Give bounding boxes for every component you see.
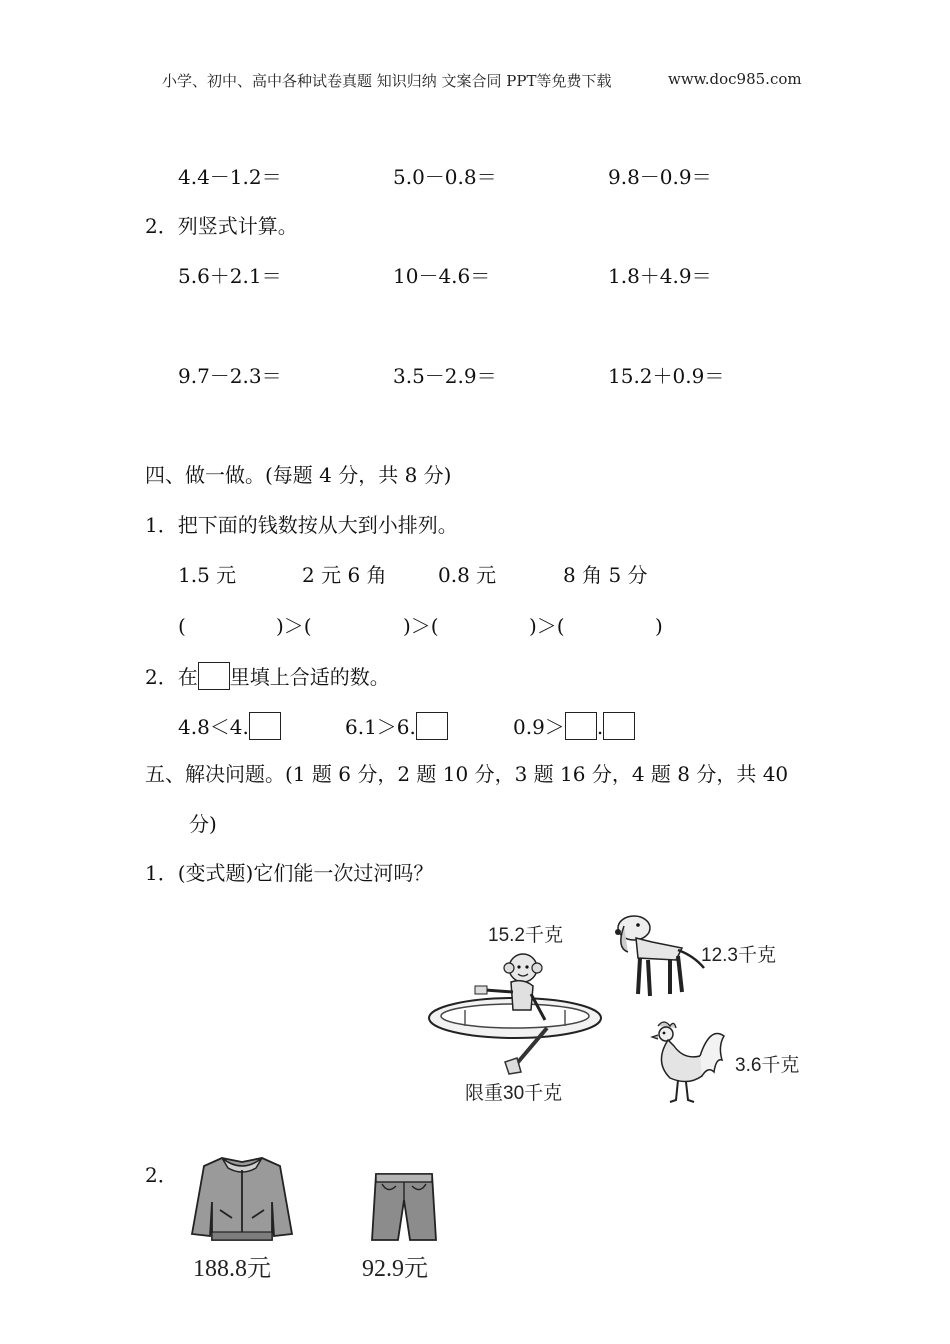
money-item: 8 角 5 分 xyxy=(563,563,648,587)
money-item: 1.5 元 xyxy=(178,563,237,587)
equation: 3.5－2.9＝ xyxy=(393,364,497,388)
question-suffix: 里填上合适的数。 xyxy=(229,665,390,689)
answer-box[interactable] xyxy=(249,712,281,740)
boat-monkey-illustration xyxy=(425,950,605,1075)
question-title: 2．列竖式计算。 xyxy=(145,214,298,238)
question-number: 2． xyxy=(145,1163,178,1187)
equation: 4.4－1.2＝ xyxy=(178,165,282,189)
equation: 5.6＋2.1＝ xyxy=(178,264,282,288)
section-title: 五、解决问题。(1 题 6 分，2 题 10 分，3 题 16 分，4 题 8 分，共 40 xyxy=(145,762,789,786)
equation: 1.8＋4.9＝ xyxy=(608,264,712,288)
section-title: 四、做一做。(每题 4 分，共 8 分) xyxy=(145,463,452,487)
answer-box[interactable] xyxy=(603,712,635,740)
jacket-price: 188.8元 xyxy=(193,1256,271,1282)
money-item: 0.8 元 xyxy=(438,563,497,587)
header-url: www.doc985.com xyxy=(668,70,802,88)
pants-illustration xyxy=(368,1168,440,1244)
question-title xyxy=(145,662,390,690)
section-title-cont: 分) xyxy=(189,812,217,836)
money-item: 2 元 6 角 xyxy=(302,563,387,587)
answer-box[interactable] xyxy=(416,712,448,740)
dog-illustration xyxy=(612,908,712,1003)
equation: 10－4.6＝ xyxy=(393,264,491,288)
equation: 5.0－0.8＝ xyxy=(393,165,497,189)
pants-price: 92.9元 xyxy=(362,1256,428,1282)
order-paren-close: ) xyxy=(655,614,663,638)
boat-limit-label: 限重30千克 xyxy=(465,1083,563,1104)
header-text: 小学、初中、高中各种试卷真题 知识归纳 文案合同 PPT等免费下载 xyxy=(162,72,612,90)
order-compare: )＞( xyxy=(529,614,565,638)
question-title: 1．(变式题)它们能一次过河吗？ xyxy=(145,861,434,885)
fill-item xyxy=(513,712,635,740)
fill-item xyxy=(345,712,448,740)
fill-expression: 0.9＞ xyxy=(513,715,565,739)
equation: 9.7－2.3＝ xyxy=(178,364,282,388)
rooster-weight-label: 3.6千克 xyxy=(735,1055,800,1076)
fill-item xyxy=(178,712,281,740)
question-prefix: 2．在 xyxy=(145,665,198,689)
monkey-weight-label: 15.2千克 xyxy=(488,925,563,946)
decimal-point: . xyxy=(596,715,604,739)
fill-expression: 4.8＜4. xyxy=(178,715,249,739)
order-paren-open: ( xyxy=(178,614,186,638)
jacket-illustration xyxy=(186,1152,298,1244)
order-compare: )＞( xyxy=(276,614,312,638)
fill-expression: 6.1＞6. xyxy=(345,715,416,739)
order-compare: )＞( xyxy=(403,614,439,638)
equation: 9.8－0.9＝ xyxy=(608,165,712,189)
answer-box[interactable] xyxy=(565,712,597,740)
dog-weight-label: 12.3千克 xyxy=(701,945,776,966)
answer-box[interactable] xyxy=(198,662,230,690)
question-title: 1．把下面的钱数按从大到小排列。 xyxy=(145,513,458,537)
rooster-illustration xyxy=(644,1016,730,1106)
equation: 15.2＋0.9＝ xyxy=(608,364,725,388)
